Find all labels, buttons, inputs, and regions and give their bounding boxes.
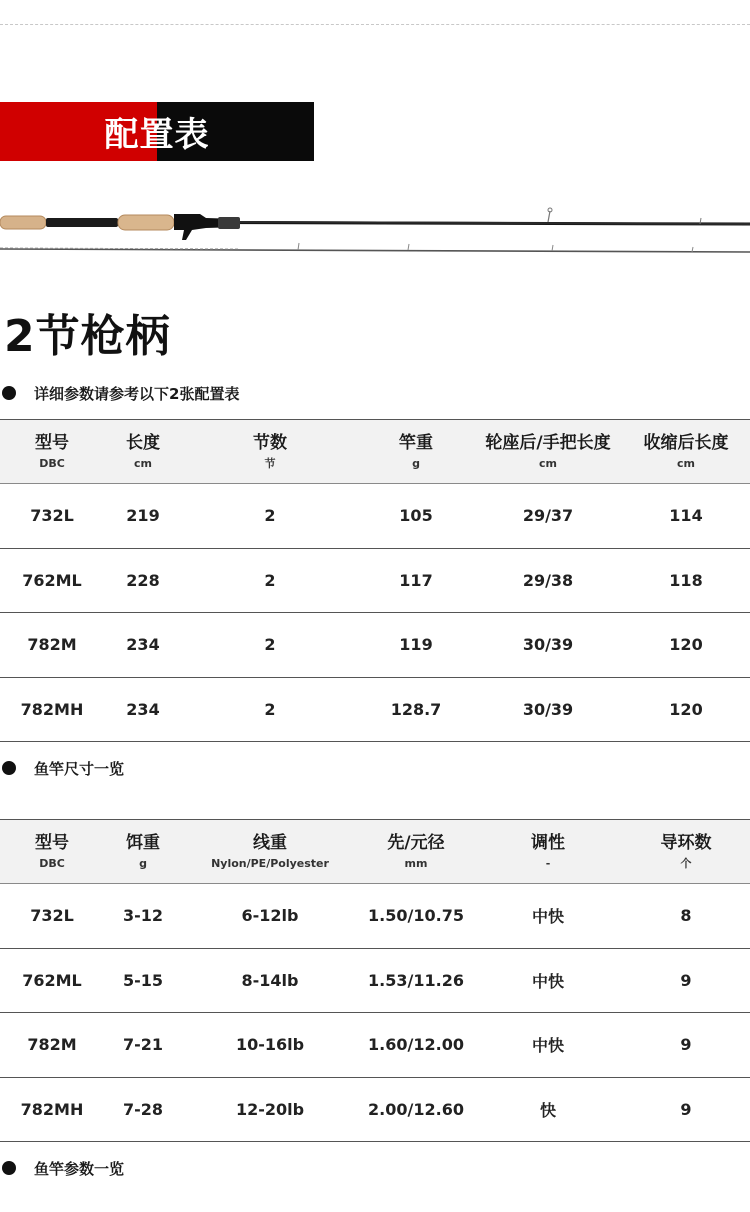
cell-handle-length: 30/39 xyxy=(474,613,622,678)
header-length: 长度 cm xyxy=(104,420,182,484)
header-model: 型号 DBC xyxy=(0,820,104,884)
cell-weight: 119 xyxy=(358,613,474,678)
cell-model: 762ML xyxy=(0,548,104,613)
header-diameter: 先/元径 mm xyxy=(358,820,474,884)
header-action: 调性 - xyxy=(474,820,622,884)
bullet-icon xyxy=(2,761,16,775)
cell-model: 782M xyxy=(0,1013,104,1078)
cell-guide-count: 9 xyxy=(622,948,750,1013)
cell-sections: 2 xyxy=(182,484,358,549)
cell-diameter: 1.50/10.75 xyxy=(358,884,474,949)
table-row xyxy=(0,677,750,742)
table-row xyxy=(0,548,750,613)
cell-closed-length: 120 xyxy=(622,613,750,678)
bullet-icon xyxy=(2,386,16,400)
cell-length: 234 xyxy=(104,677,182,742)
header-model: 型号 DBC xyxy=(0,420,104,484)
cell-guide-count: 8 xyxy=(622,884,750,949)
table-header-row xyxy=(0,420,750,484)
table-row xyxy=(0,884,750,949)
cell-line-weight: 6-12lb xyxy=(182,884,358,949)
table-header-row xyxy=(0,820,750,884)
cell-weight: 128.7 xyxy=(358,677,474,742)
fishing-rod-image xyxy=(0,200,750,265)
table-row xyxy=(0,613,750,678)
cell-weight: 105 xyxy=(358,484,474,549)
spec-table-1 xyxy=(0,419,750,742)
note-text: 鱼竿尺寸一览 xyxy=(34,759,125,778)
cell-line-weight: 8-14lb xyxy=(182,948,358,1013)
cell-lure-weight: 7-28 xyxy=(104,1077,182,1142)
cell-sections: 2 xyxy=(182,548,358,613)
cell-action: 中快 xyxy=(474,1013,622,1078)
header-lure-weight: 饵重 g xyxy=(104,820,182,884)
cell-guide-count: 9 xyxy=(622,1013,750,1078)
cell-model: 782MH xyxy=(0,1077,104,1142)
cell-lure-weight: 7-21 xyxy=(104,1013,182,1078)
note-text: 详细参数请参考以下2张配置表 xyxy=(34,384,240,403)
header-handle-length: 轮座后/手把长度 cm xyxy=(474,420,622,484)
cell-line-weight: 10-16lb xyxy=(182,1013,358,1078)
cell-action: 中快 xyxy=(474,884,622,949)
header-sections: 节数 节 xyxy=(182,420,358,484)
note-text: 鱼竿参数一览 xyxy=(34,1159,125,1178)
table-row xyxy=(0,1077,750,1142)
note-rod-size xyxy=(0,755,124,781)
cell-sections: 2 xyxy=(182,613,358,678)
section-title: 2节枪柄 xyxy=(4,311,171,362)
cell-model: 762ML xyxy=(0,948,104,1013)
header-weight: 竿重 g xyxy=(358,420,474,484)
banner-title: 配置表 xyxy=(104,115,210,155)
cell-length: 228 xyxy=(104,548,182,613)
cell-handle-length: 29/37 xyxy=(474,484,622,549)
cell-handle-length: 29/38 xyxy=(474,548,622,613)
spec-table-2 xyxy=(0,819,750,1142)
table-row xyxy=(0,948,750,1013)
cell-model: 732L xyxy=(0,884,104,949)
cell-diameter: 1.60/12.00 xyxy=(358,1013,474,1078)
cell-guide-count: 9 xyxy=(622,1077,750,1142)
cell-action: 中快 xyxy=(474,948,622,1013)
note-rod-params xyxy=(0,1155,124,1181)
cell-handle-length: 30/39 xyxy=(474,677,622,742)
bullet-icon xyxy=(2,1161,16,1175)
cell-closed-length: 120 xyxy=(622,677,750,742)
cell-length: 219 xyxy=(104,484,182,549)
cell-closed-length: 118 xyxy=(622,548,750,613)
cell-diameter: 2.00/12.60 xyxy=(358,1077,474,1142)
cell-model: 782MH xyxy=(0,677,104,742)
note-detailed-params xyxy=(0,380,239,406)
cell-weight: 117 xyxy=(358,548,474,613)
table-row xyxy=(0,1013,750,1078)
top-divider xyxy=(0,24,750,25)
cell-line-weight: 12-20lb xyxy=(182,1077,358,1142)
cell-action: 快 xyxy=(474,1077,622,1142)
cell-model: 782M xyxy=(0,613,104,678)
cell-lure-weight: 3-12 xyxy=(104,884,182,949)
cell-lure-weight: 5-15 xyxy=(104,948,182,1013)
cell-model: 732L xyxy=(0,484,104,549)
cell-length: 234 xyxy=(104,613,182,678)
cell-closed-length: 114 xyxy=(622,484,750,549)
cell-sections: 2 xyxy=(182,677,358,742)
header-guide-count: 导环数 个 xyxy=(622,820,750,884)
cell-diameter: 1.53/11.26 xyxy=(358,948,474,1013)
header-closed-length: 收缩后长度 cm xyxy=(622,420,750,484)
header-line-weight: 线重 Nylon/PE/Polyester xyxy=(182,820,358,884)
table-row xyxy=(0,484,750,549)
